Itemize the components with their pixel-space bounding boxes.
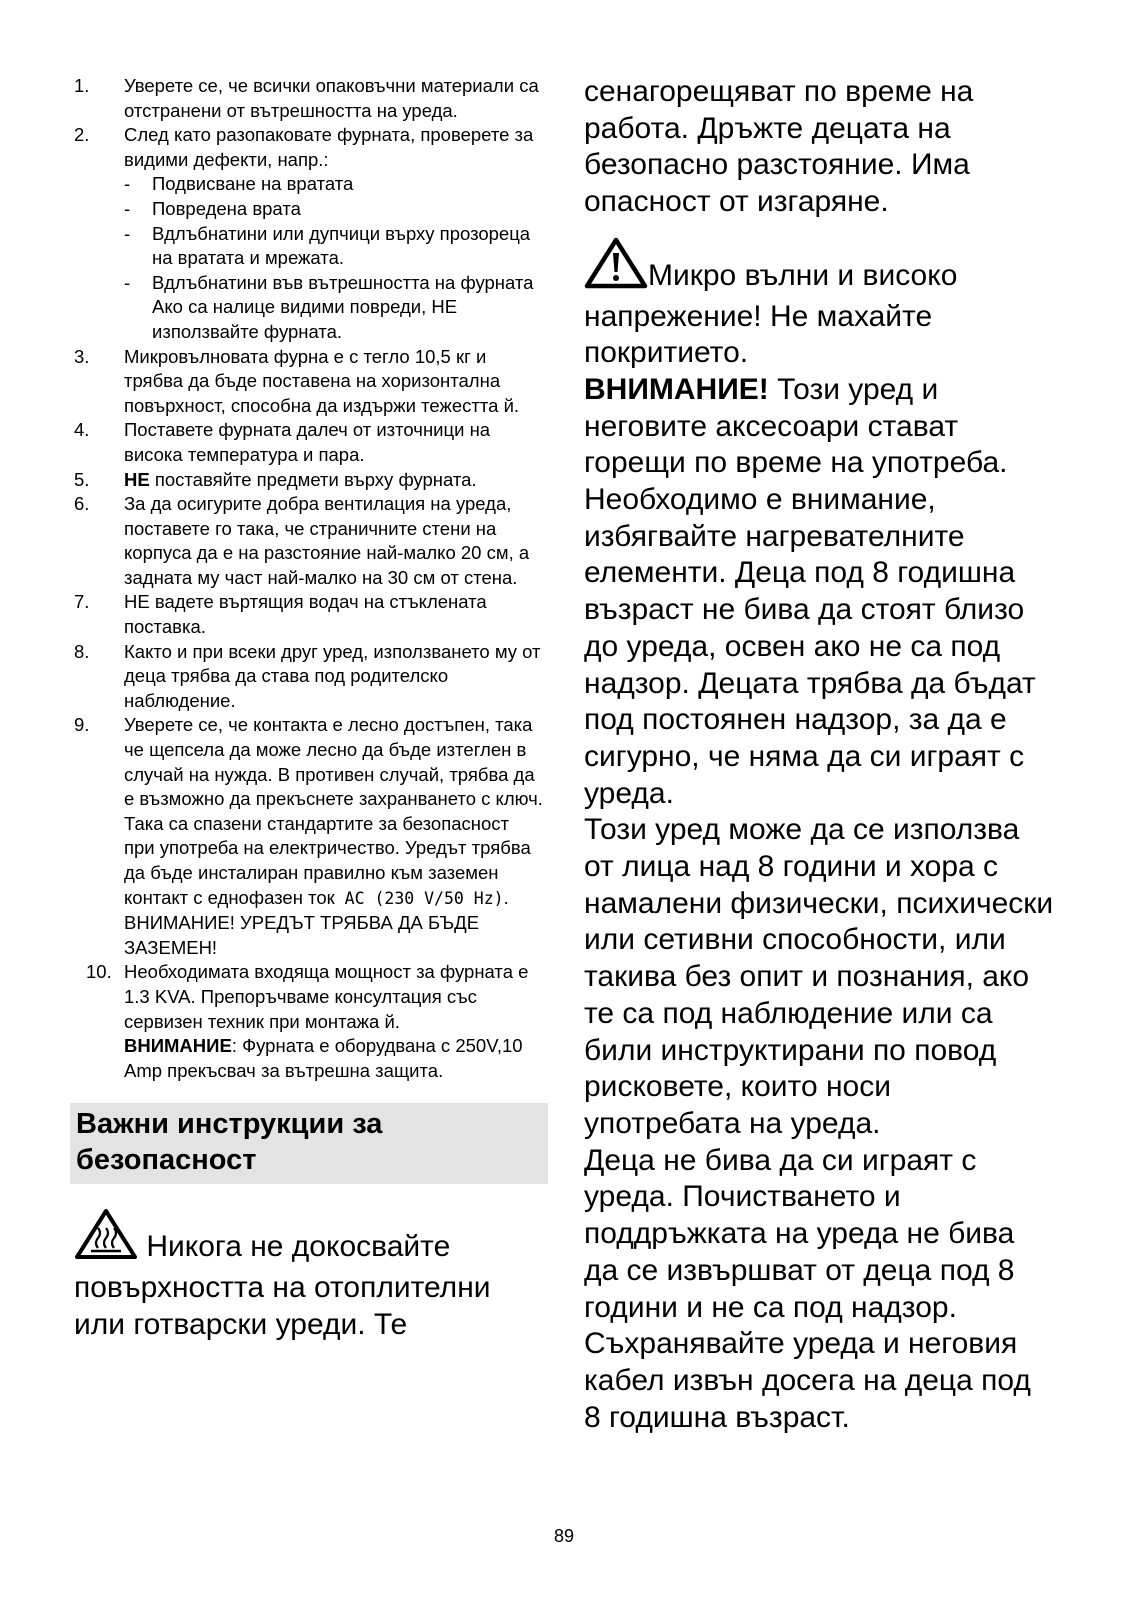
list-item	[74, 418, 544, 467]
left-column	[74, 74, 544, 1343]
list-item	[74, 492, 544, 590]
section-heading: Важни инструкции за безопасност	[70, 1103, 548, 1184]
step-text: Необходимата входяща мощност за фурната е 1.3 KVA. Препоръчваме консултация със сервизен техник при монтажа й.	[124, 961, 529, 1032]
step-number: 3.	[74, 345, 90, 367]
list-item	[74, 713, 544, 960]
microwave-warning-text: Микро вълни и високо напрежение! Не махайте покритието.	[584, 258, 958, 370]
hot-surface-warning-text: Никога не докосвайте повърхността на отоплителни или готварски уреди. Те	[74, 1230, 491, 1342]
step-number: 2.	[74, 124, 90, 146]
step-note: ВНИМАНИЕ: Фурната е оборудвана с 250V,10 Amp прекъсвач за вътрешна защита.	[124, 1035, 523, 1081]
list-item: - Повредена врата	[124, 197, 301, 219]
list-item: - Вдлъбнатини във вътрешността на фурната	[124, 271, 534, 293]
step-text: Уверете се, че контакта е лесно достъпен, така че щепсела да може лесно да бъде изтеглен в случай на нужда. В противен случай, трябва да е възможно да прекъснете захранването с ключ. Така са спазени стандартите за безопасност при употреба на електричество. Уредът трябва да бъде инсталиран правилно към заземен контакт с еднофазен ток	[124, 714, 543, 908]
step-note: Ако са налице видими повреди, НЕ използвайте фурната.	[152, 296, 458, 342]
warning-triangle-icon	[584, 237, 648, 299]
list-item: - Вдлъбнатини или дупчици върху прозореца на вратата и мрежата.	[124, 222, 531, 269]
attention-text: Този уред и неговите аксесоари стават горещи по време на употреба. Необходимо е внимание, избягвайте нагревателните елементи. Деца под 8 годишна възраст не бива да стоят близо до уреда, освен ако не са под надзор. Децата трябва да бъдат под постоянен надзор, за да е сигурно, че няма да си играят с уреда.	[584, 372, 1036, 810]
step-text: поставяйте предмети върху фурната.	[149, 468, 477, 490]
step-number: 7.	[74, 591, 90, 613]
step-bold-prefix: НЕ	[124, 468, 150, 490]
step-text: След като разопаковате фурната, проверете за видими дефекти, напр.:	[124, 124, 534, 170]
step-text-after: . ВНИМАНИЕ! УРЕДЪТ ТРЯБВА ДА БЪДЕ ЗАЗЕМЕН!	[124, 886, 509, 958]
children-paragraph: Деца не бива да си играят с уреда. Почистването и поддръжката на уреда не бива да се извършват от деца под 8 години и не са под надзор. Съхранявайте уреда и неговия кабел извън досега на деца под 8 годишна възраст.	[584, 1143, 1031, 1434]
list-item	[74, 468, 544, 493]
list-item	[74, 640, 544, 714]
list-item	[74, 590, 544, 639]
microwave-warning	[584, 237, 1054, 372]
right-column	[584, 74, 1054, 1436]
list-item: - Подвисване на вратата	[124, 173, 354, 195]
step-text: НЕ вадете въртящия водач на стъклената поставка.	[124, 591, 487, 638]
step-text: Микровълновата фурна е с тегло 10,5 кг и трябва да бъде поставена на хоризонтална повърхност, способна да издържи тежестта й.	[124, 345, 520, 416]
step-number: 5.	[74, 468, 90, 490]
list-item	[74, 960, 544, 1083]
step-number: 9.	[74, 714, 90, 736]
defect-list	[124, 172, 544, 295]
list-item	[74, 123, 544, 344]
step-number: 4.	[74, 419, 90, 441]
page-number: 89	[553, 1526, 575, 1546]
usage-paragraph: Този уред може да се използва от лица над 8 години и хора с намалени физически, психически или сетивни способности, или такива без опит и познания, ако те са под наблюдение или са били инструктирани по повод рисковете, които носи употребата на уреда.	[584, 813, 1054, 1140]
continued-warning-text: сенагорещяват по време на работа. Дръжте децата на безопасно разстояние. Има опасност от изгаряне.	[584, 75, 974, 219]
step-text: Уверете се, че всички опаковъчни материали са отстранени от вътрешността на уреда.	[124, 75, 539, 121]
step-number: 10.	[86, 961, 112, 983]
attention-label: ВНИМАНИЕ!	[584, 372, 769, 406]
step-number: 8.	[74, 640, 90, 662]
attention-paragraph	[584, 372, 1054, 812]
list-item	[74, 345, 544, 419]
list-item	[74, 74, 544, 123]
hot-surface-warning	[74, 1208, 544, 1343]
hot-surface-warning-icon	[74, 1208, 138, 1269]
step-text: За да осигурите добра вентилация на уреда, поставете го така, че страничните стени на корпуса да е на разстояние най-малко 20 см, а задната му част най-малко на 30 см от стена.	[124, 493, 530, 588]
power-spec: AC (230 V/50 Hz)	[334, 888, 504, 908]
step-number: 6.	[74, 493, 90, 515]
step-number: 1.	[74, 75, 90, 96]
installation-steps	[74, 74, 544, 1083]
step-text: Поставете фурната далеч от източници на висока температура и пара.	[124, 419, 491, 465]
step-text: Както и при всеки друг уред, използването му от деца трябва да става под родителско наблюдение.	[124, 640, 541, 711]
